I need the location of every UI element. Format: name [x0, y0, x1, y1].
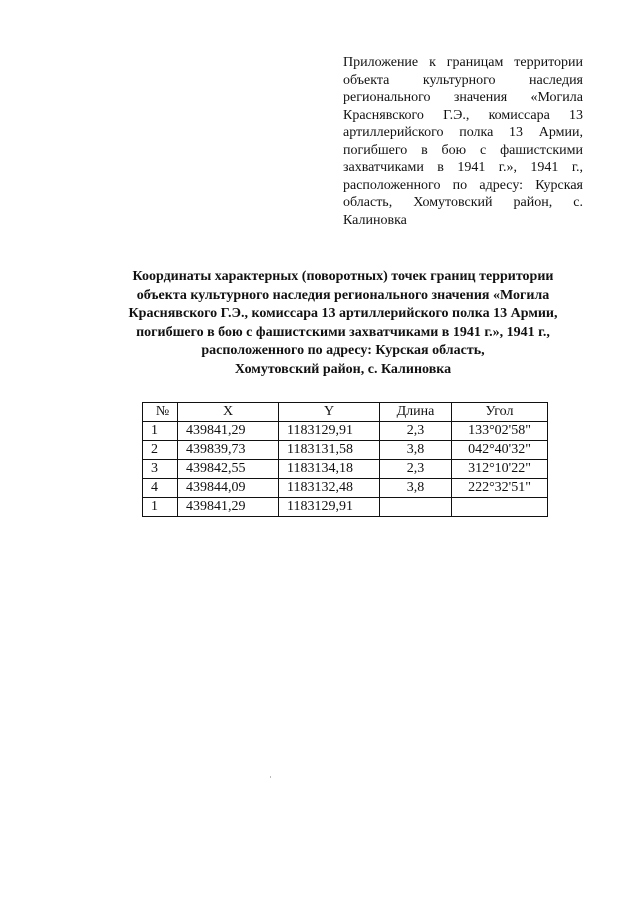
heading-line: погибшего в бою с фашистскими захватчиками в 1941 г.», 1941 г., [136, 324, 550, 340]
header-number: № [143, 403, 178, 422]
cell-angle [452, 498, 548, 517]
cell-angle: 133°02'58" [452, 422, 548, 441]
table-row [143, 479, 548, 498]
table-row [143, 422, 548, 441]
header-x: X [178, 403, 279, 422]
cell-x: 439842,55 [178, 460, 279, 479]
table-row [143, 498, 548, 517]
cell-number: 1 [143, 422, 178, 441]
cell-y: 1183129,91 [279, 498, 380, 517]
heading-line: Краснявского Г.Э., комиссара 13 артиллерийского полка 13 Армии, [128, 306, 558, 321]
cell-x: 439844,09 [178, 479, 279, 498]
cell-x: 439841,29 [178, 422, 279, 441]
heading-line: Хомутовский район, с. Калиновка [234, 361, 452, 377]
header-length: Длина [380, 403, 452, 422]
cell-length: 3,8 [380, 479, 452, 498]
heading-line: расположенного по адресу: Курская область, [201, 343, 485, 358]
cell-y: 1183134,18 [279, 460, 380, 479]
heading-line: Координаты характерных (поворотных) точек границ территории [132, 269, 554, 284]
cell-length: 2,3 [380, 422, 452, 441]
header-y: Y [279, 403, 380, 422]
cell-x: 439839,73 [178, 441, 279, 460]
heading-line: объекта культурного наследия регионального значения «Могила [136, 287, 550, 303]
cell-number: 1 [143, 498, 178, 517]
cell-length [380, 498, 452, 517]
table-header-row [143, 403, 548, 422]
cell-angle: 222°32'51" [452, 479, 548, 498]
cell-number: 3 [143, 460, 178, 479]
cell-length: 3,8 [380, 441, 452, 460]
cell-angle: 042°40'32" [452, 441, 548, 460]
table-row [143, 441, 548, 460]
cell-y: 1183131,58 [279, 441, 380, 460]
cell-y: 1183129,91 [279, 422, 380, 441]
header-angle: Угол [452, 403, 548, 422]
document-heading [100, 268, 586, 379]
cell-number: 2 [143, 441, 178, 460]
table-row [143, 460, 548, 479]
coordinates-table [142, 402, 548, 517]
cell-y: 1183132,48 [279, 479, 380, 498]
scan-speck [270, 776, 271, 778]
cell-x: 439841,29 [178, 498, 279, 517]
appendix-note: Приложение к границам территории объекта культурного наследия регионального значения «Могила Краснявского Г.Э., комиссара 13 артиллерийского полка 13 Армии, погибшего в бою с фашистскими захватчиками в 1941 г.», 1941 г., расположенного по адресу: Курская область, Хомутовский район, с. Калиновка [343, 55, 583, 228]
cell-length: 2,3 [380, 460, 452, 479]
cell-angle: 312°10'22" [452, 460, 548, 479]
cell-number: 4 [143, 479, 178, 498]
